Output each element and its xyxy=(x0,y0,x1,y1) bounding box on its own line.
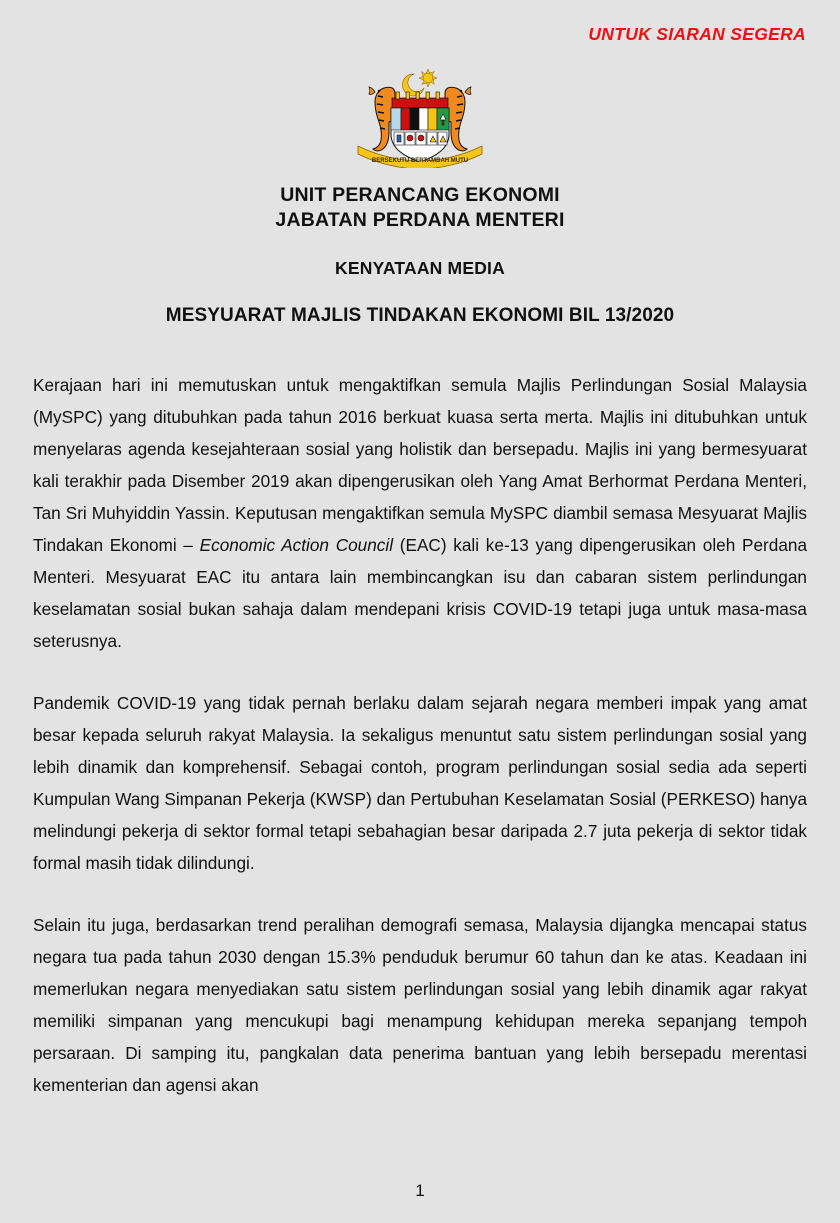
paragraph-2: Pandemik COVID-19 yang tidak pernah berlaku dalam sejarah negara memberi impak yang amat besar kepada seluruh rakyat Malaysia. Ia sekaligus menuntut satu sistem perlindungan sosial yang lebih dinamik dan komprehensif. Sebagai contoh, program perlindungan sosial sedia ada seperti Kumpulan Wang Simpanan Pekerja (KWSP) dan Pertubuhan Keselamatan Sosial (PERKESO) hanya melindungi pekerja di sektor formal tetapi sebahagian besar daripada 2.7 juta pekerja di sektor tidak formal masih tidak dilindungi. xyxy=(33,693,807,873)
keris-row xyxy=(392,92,448,108)
paragraph-1-text-b: (EAC) kali ke-13 yang dipengerusikan oleh Perdana Menteri. Mesyuarat EAC itu antara lain membincangkan isu dan cabaran sistem perlindungan keselamatan sosial bukan sahaja dalam mendepani krisis COVID-19 tetapi juga untuk masa-masa seterusnya. xyxy=(33,535,808,651)
page-number: 1 xyxy=(415,1181,425,1200)
shield xyxy=(391,108,449,162)
document-type: KENYATAAN MEDIA xyxy=(335,258,505,278)
paragraph-3: Selain itu juga, berdasarkan trend peralihan demografi semasa, Malaysia dijangka mencapai status negara tua pada tahun 2030 dengan 15.3% penduduk berumur 60 tahun dan ke atas. Keadaan ini memerlukan negara menyediakan satu sistem perlindungan sosial yang lebih dinamik agar rakyat memiliki simpanan yang mencukupi bagi menampung kehidupan mereka sepanjang tempoh persaraan. Di samping itu, pangkalan data penerima bantuan yang lebih bersepadu merentasi kementerian dan agensi akan xyxy=(33,915,807,1095)
body-copy xyxy=(33,369,807,1101)
svg-text:BERSEKUTU BERTAMBAH MUTU: BERSEKUTU BERTAMBAH MUTU xyxy=(371,158,469,164)
paragraph-1-italic-term: Economic Action Council xyxy=(199,535,394,555)
release-banner: UNTUK SIARAN SEGERA xyxy=(588,24,806,44)
emblem-container xyxy=(0,58,840,173)
org-line-2: JABATAN PERDANA MENTERI xyxy=(275,209,565,231)
jata-negara-icon xyxy=(344,58,496,168)
paragraph-1-text-a: Kerajaan hari ini memutuskan untuk mengaktifkan semula Majlis Perlindungan Sosial Malaysia (MySPC) yang ditubuhkan pada tahun 2016 berkuat kuasa serta merta. Majlis ini ditubuhkan untuk menyelaras agenda kesejahteraan sosial yang holistik dan bersepadu. Majlis ini yang bermesyuarat kali terakhir pada Disember 2019 akan dipengerusikan oleh Yang Amat Berhormat Perdana Menteri, Tan Sri Muhyiddin Yassin. Keputusan mengaktifkan semula MySPC diambil semasa Mesyuarat Majlis Tindakan Ekonomi – xyxy=(33,375,807,555)
paragraph-1 xyxy=(33,369,807,657)
org-line-1: UNIT PERANCANG EKONOMI xyxy=(280,184,560,206)
document-subject: MESYUARAT MAJLIS TINDAKAN EKONOMI BIL 13/2020 xyxy=(165,305,675,326)
heading-block xyxy=(0,183,840,327)
